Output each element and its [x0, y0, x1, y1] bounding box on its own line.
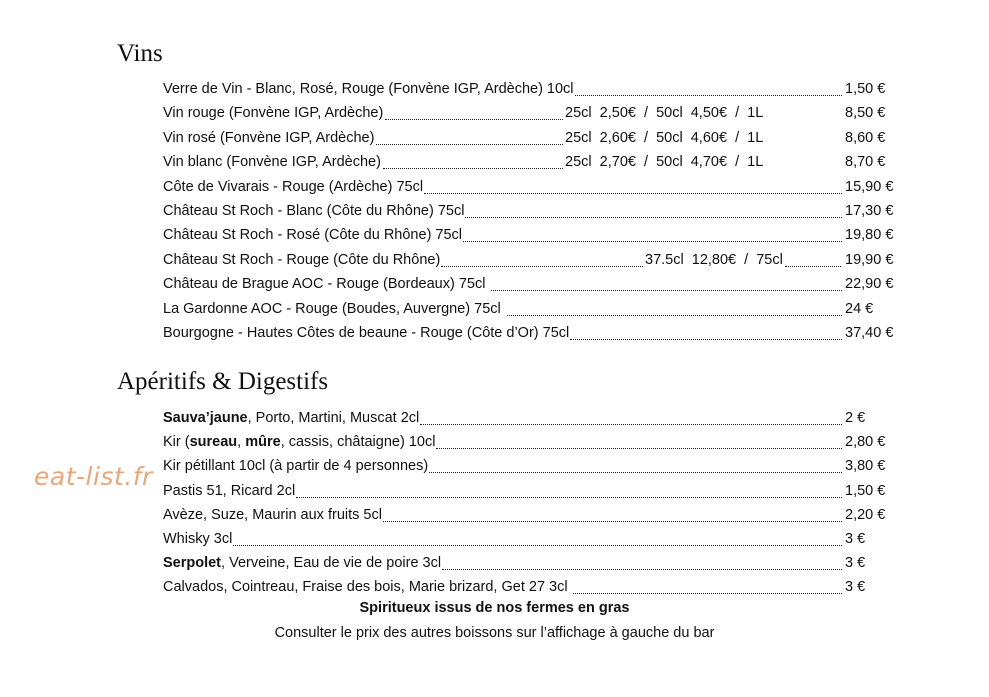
menu-item-price: 17,30 € — [845, 203, 894, 219]
menu-item-name: Château St Roch - Rouge (Côte du Rhône) — [163, 251, 441, 268]
menu-item — [163, 455, 915, 477]
menu-item-price: 1,50 € — [845, 81, 886, 97]
menu-item-price: 2,80 € — [845, 434, 886, 451]
menu-item-name — [163, 407, 419, 429]
dot-leader — [233, 545, 842, 546]
menu-item-price: 22,90 € — [845, 276, 894, 293]
menu-item-price: 3 € — [845, 531, 866, 547]
dot-leader — [573, 593, 842, 594]
dot-leader — [436, 448, 842, 449]
menu-item-name: Calvados, Cointreau, Fraise des bois, Marie brizard, Get 27 3cl — [163, 579, 568, 596]
menu-item-sizes: 25cl 2,70€ / 50cl 4,70€ / 1L — [565, 154, 764, 171]
footer-note-bold: Spiritueux issus de nos fermes en gras — [359, 600, 630, 616]
menu-item — [163, 102, 915, 124]
menu-item-price: 37,40 € — [845, 325, 894, 341]
menu-item-name-bold: sureau — [189, 434, 238, 451]
menu-item-name: Château de Brague AOC - Rouge (Bordeaux) 75cl — [163, 276, 486, 293]
menu-item — [163, 249, 915, 271]
menu-item-price: 8,50 € — [845, 105, 886, 122]
menu-item-price: 1,50 € — [845, 482, 886, 499]
menu-item — [163, 322, 915, 344]
menu-item-price: 24 € — [845, 300, 874, 317]
dot-leader — [383, 521, 842, 522]
dot-leader — [575, 95, 842, 96]
menu-item-name: Pastis 51, Ricard 2cl — [163, 482, 296, 499]
menu-item-name: Château St Roch - Blanc (Côte du Rhône) 75cl — [163, 203, 465, 219]
menu-item — [163, 127, 915, 149]
watermark: eat-list.fr — [34, 462, 153, 491]
dot-leader — [507, 315, 842, 316]
menu-item — [163, 504, 915, 526]
menu-item-name: Vin blanc (Fonvène IGP, Ardèche) — [163, 154, 381, 171]
menu-item-sizes: 25cl 2,60€ / 50cl 4,60€ / 1L — [565, 129, 764, 146]
section-title-vins: Vins — [117, 40, 163, 67]
menu-item — [163, 176, 915, 198]
menu-item — [163, 200, 915, 222]
menu-item-name: Côte de Vivarais - Rouge (Ardèche) 75cl — [163, 178, 424, 195]
dot-leader — [296, 497, 842, 498]
menu-item-price: 3 € — [845, 555, 866, 572]
menu-item-name-part: , Porto, Martini, Muscat 2cl — [247, 410, 420, 426]
menu-item — [163, 151, 915, 173]
menu-item-price: 19,90 € — [845, 251, 894, 268]
menu-item-price: 3 € — [845, 579, 866, 596]
menu-item-name-bold: Serpolet — [163, 555, 222, 572]
menu-item-name: Whisky 3cl — [163, 531, 233, 547]
menu-item-name: Château St Roch - Rosé (Côte du Rhône) 75cl — [163, 227, 463, 244]
menu-item — [163, 298, 915, 320]
menu-item-sizes: 37.5cl 12,80€ / 75cl — [645, 251, 783, 268]
menu-item-name: Bourgogne - Hautes Côtes de beaune - Rouge (Côte d’Or) 75cl — [163, 325, 570, 341]
menu-item-price: 2 € — [845, 410, 866, 426]
menu-item — [163, 552, 915, 574]
section-title-aperitifs: Apéritifs & Digestifs — [117, 368, 329, 395]
menu-item — [163, 431, 915, 453]
dot-leader — [424, 193, 842, 194]
dot-leader — [420, 424, 842, 425]
dot-leader — [441, 266, 643, 267]
dot-leader — [570, 339, 842, 340]
menu-item-price: 19,80 € — [845, 227, 894, 244]
dot-leader — [376, 144, 563, 145]
dot-leader — [442, 569, 842, 570]
footer-note: Consulter le prix des autres boissons sur l’affichage à gauche du bar — [274, 625, 715, 641]
dot-leader — [463, 241, 842, 242]
menu-item-price: 15,90 € — [845, 178, 894, 195]
menu-item-name-part: Kir ( — [163, 434, 190, 451]
menu-item-name-part: , cassis, châtaigne) 10cl — [280, 434, 436, 451]
menu-item — [163, 407, 915, 429]
menu-item — [163, 528, 915, 550]
menu-item — [163, 224, 915, 246]
menu-item-price: 2,20 € — [845, 506, 886, 523]
menu-item — [163, 480, 915, 502]
dot-leader — [385, 119, 563, 120]
menu-item — [163, 576, 915, 598]
menu-item-name: Vin rosé (Fonvène IGP, Ardèche) — [163, 129, 375, 146]
menu-item — [163, 273, 915, 295]
dot-leader — [785, 266, 841, 267]
menu-item-sizes: 25cl 2,50€ / 50cl 4,50€ / 1L — [565, 105, 764, 122]
menu-item-name: Avèze, Suze, Maurin aux fruits 5cl — [163, 506, 382, 523]
menu-item-name-part: , — [237, 434, 246, 451]
dot-leader — [383, 168, 563, 169]
menu-item-name-part: , Verveine, Eau de vie de poire 3cl — [221, 555, 442, 572]
menu-item-name: La Gardonne AOC - Rouge (Boudes, Auvergne) 75cl — [163, 300, 501, 317]
dot-leader — [491, 290, 842, 291]
menu-item-name — [163, 431, 435, 453]
menu-item-price: 8,70 € — [845, 154, 886, 171]
menu-item-name-bold: Sauva’jaune — [163, 410, 248, 426]
menu-item-name: Verre de Vin - Blanc, Rosé, Rouge (Fonvène IGP, Ardèche) 10cl — [163, 81, 574, 97]
menu-item-name: Vin rouge (Fonvène IGP, Ardèche) — [163, 105, 384, 122]
menu-item — [163, 78, 915, 100]
menu-item-name — [163, 552, 441, 574]
menu-item-price: 3,80 € — [845, 458, 886, 475]
menu-item-name-bold: mûre — [245, 434, 281, 451]
menu-item-name: Kir pétillant 10cl (à partir de 4 personnes) — [163, 458, 429, 475]
menu-item-price: 8,60 € — [845, 129, 886, 146]
dot-leader — [429, 472, 842, 473]
dot-leader — [465, 217, 842, 218]
